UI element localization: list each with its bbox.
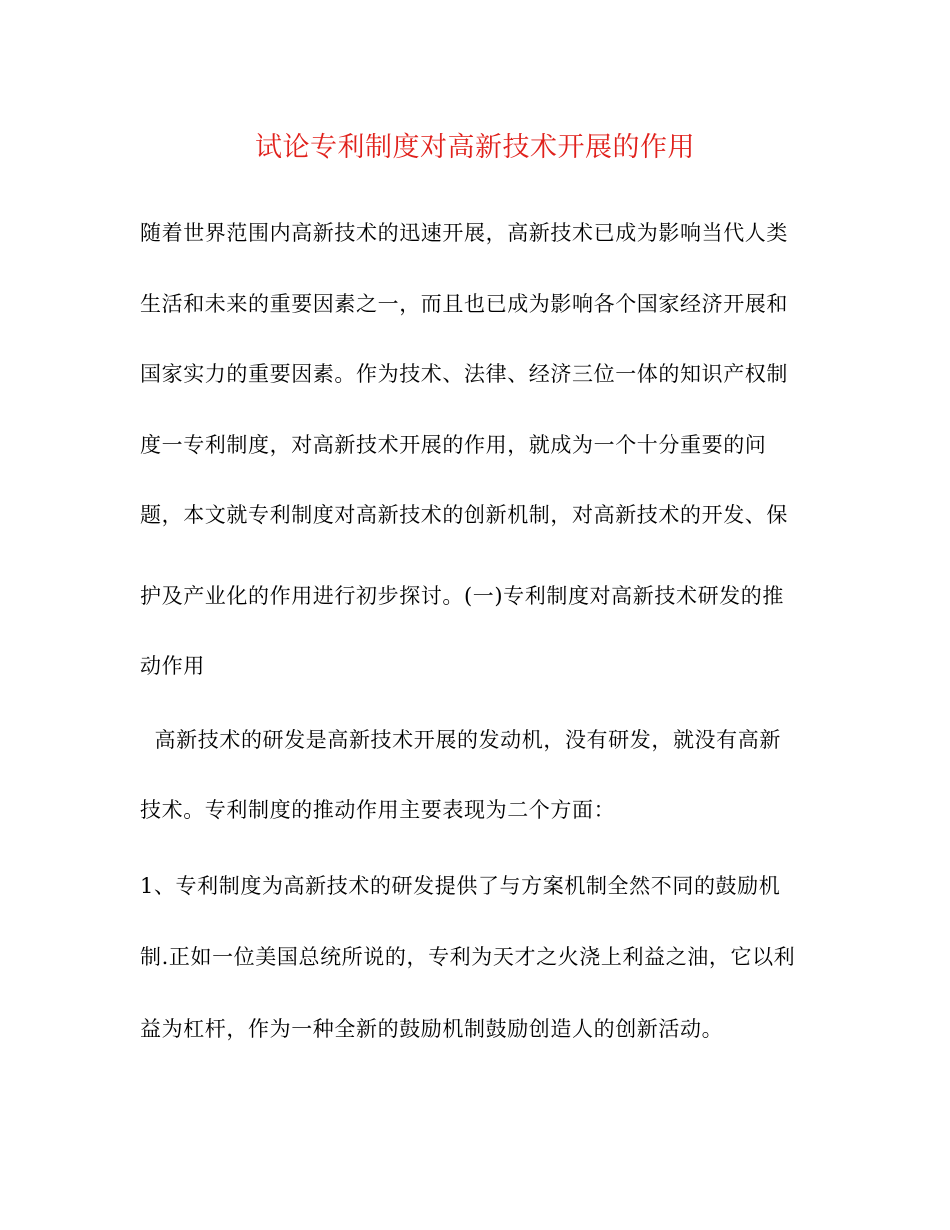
body-line: 1、专利制度为高新技术的研发提供了与方案机制全然不同的鼓励机 xyxy=(140,874,781,898)
body-line: 动作用 xyxy=(140,654,205,678)
body-line: 国家实力的重要因素。作为技术、法律、经济三位一体的知识产权制 xyxy=(140,362,788,386)
body-line: 护及产业化的作用进行初步探讨。(一)专利制度对高新技术研发的推 xyxy=(140,584,784,608)
body-line: 高新技术的研发是高新技术开展的发动机，没有研发，就没有高新 xyxy=(140,728,781,752)
body-line: 题，本文就专利制度对高新技术的创新机制，对高新技术的开发、保 xyxy=(140,503,788,527)
body-line: 制.正如一位美国总统所说的，专利为天才之火浇上利益之油，它以利 xyxy=(140,945,796,969)
body-line: 益为杠杆，作为一种全新的鼓励机制鼓励创造人的创新活动。 xyxy=(140,1017,724,1041)
body-line: 生活和未来的重要因素之一，而且也已成为影响各个国家经济开展和 xyxy=(140,292,788,316)
body-line: 随着世界范围内高新技术的迅速开展，高新技术已成为影响当代人类 xyxy=(140,221,788,245)
body-line: 度一专利制度，对高新技术开展的作用，就成为一个十分重要的问 xyxy=(140,433,767,457)
document-title: 试论专利制度对高新技术开展的作用 xyxy=(255,132,695,163)
body-line: 技术。专利制度的推动作用主要表现为二个方面： xyxy=(140,798,616,822)
